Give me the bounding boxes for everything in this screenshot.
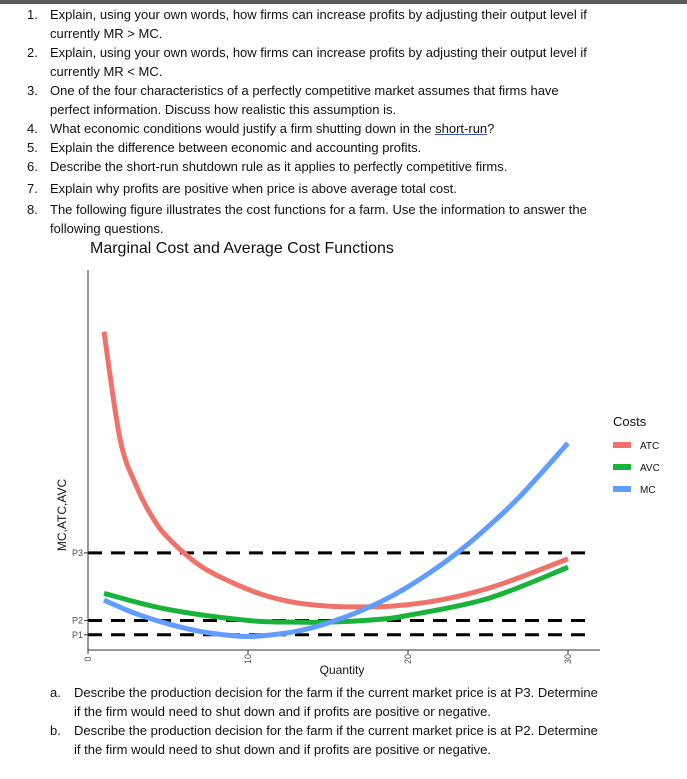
y-axis-title: MC,ATC,AVC [55,478,69,552]
legend-title: Costs [613,414,647,429]
y-tick-label-p2: P2 [71,615,83,626]
subquestion-text: if the firm would need to shut down and if profits are positive or negative. [74,704,491,719]
subquestion-text: Describe the production decision for the farm if the current market price is at P3. Determine [74,685,598,700]
legend-label-atc: ATC [640,441,660,452]
x-tick-label: 20 [403,653,413,665]
question-number: 2. [27,45,38,60]
question-text: Explain, using your own words, how firms can increase profits by adjusting their output level if [50,7,587,22]
x-axis-title: Quantity [319,663,365,677]
plot-layer [88,332,590,637]
question-text: Explain, using your own words, how firms can increase profits by adjusting their output level if [50,45,587,60]
question-number: 6. [27,159,38,174]
top-border [0,0,687,4]
question-text: One of the four characteristics of a perfectly competitive market assumes that firms have [50,83,559,98]
legend-swatch-mc [613,486,631,492]
subquestion-letter: b. [50,723,61,738]
question-text: The following figure illustrates the cost functions for a farm. Use the information to answer the [50,202,587,217]
series-line-atc [104,332,568,607]
cost-functions-chart [0,258,687,682]
x-tick-label: 30 [563,653,573,665]
question-text [50,119,680,138]
subquestion-letter: a. [50,685,61,700]
question-number: 5. [27,140,38,155]
legend-label-avc: AVC [640,463,660,474]
legend-swatch-atc [613,442,631,448]
question-text: Describe the short-run shutdown rule as it applies to perfectly competitive firms. [50,159,508,174]
question-number: 7. [27,181,38,196]
subquestion-text: Describe the production decision for the farm if the current market price is at P2. Determine [74,723,598,738]
series-line-avc [104,567,568,622]
x-tick-label: 0 [83,656,93,662]
question-number: 8. [27,202,38,217]
question-text-pre: What economic conditions would justify a firm shutting down in the [50,121,436,136]
subquestion-text: if the firm would need to shut down and if profits are positive or negative. [74,742,491,757]
chart-title: Marginal Cost and Average Cost Functions [90,240,394,257]
short-run-link[interactable]: short-run [435,121,488,136]
y-tick-label-p3: P3 [71,547,83,558]
question-number: 1. [27,7,38,22]
question-number: 4. [27,121,38,136]
question-text: Explain why profits are positive when price is above average total cost. [50,181,457,196]
question-number: 3. [27,83,38,98]
question-text-post: ? [487,121,495,136]
legend-swatch-avc [613,464,631,470]
x-tick-label: 10 [243,653,253,665]
question-text: Explain the difference between economic and accounting profits. [50,140,422,155]
question-text: currently MR < MC. [50,64,163,79]
question-text: following questions. [50,221,164,236]
question-text: currently MR > MC. [50,26,163,41]
question-text: perfect information. Discuss how realistic this assumption is. [50,102,397,117]
legend-label-mc: MC [640,485,656,496]
y-tick-label-p1: P1 [71,629,83,640]
legend [613,414,660,496]
